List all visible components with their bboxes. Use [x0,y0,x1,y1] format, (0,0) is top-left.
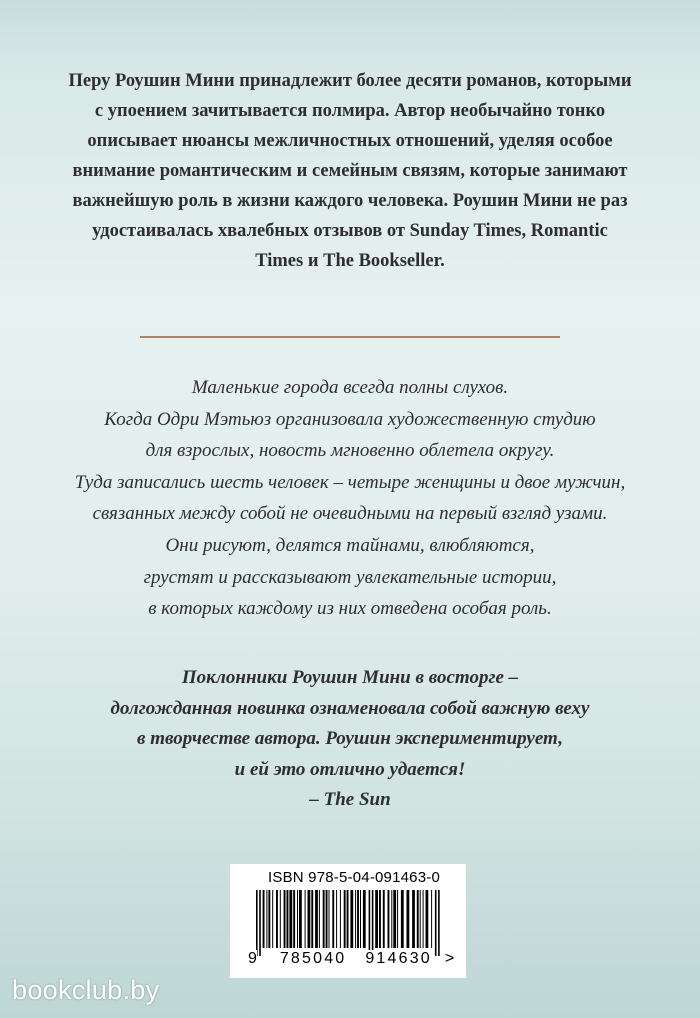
barcode-bar [329,890,330,948]
barcode-bar [363,890,366,948]
teaser-line: для взрослых, новость мгновенно облетела округу. [145,440,555,462]
review-line: в творчестве автора. Роушин экспериментирует, [137,728,563,749]
barcode-quiet-zone-mark: > [444,950,455,967]
review-line: и ей это отлично удается! [234,758,466,780]
barcode-digits [248,950,454,968]
barcode-bar [369,890,371,956]
press-review [40,663,660,816]
barcode-bar [289,890,292,948]
author-bio-line: с упоением зачитывается полмира. Автор необычайно тонко [94,101,606,121]
isbn-number: ISBN 978-5-04-091463-0 [268,869,441,886]
barcode-first-digit: 9 [248,950,257,967]
teaser-line: грустят и рассказывают увлекательные истории, [143,566,557,588]
barcode-bar [308,890,311,948]
barcode-bar [256,890,258,956]
review-line: долгожданная новинка ознаменовала собой важную веху [110,697,590,719]
barcode-bar [299,890,302,948]
barcode-bar [311,890,313,948]
barcode-bar [259,890,261,956]
barcode-bar [323,890,325,948]
barcode-bar [423,890,424,948]
section-divider [140,336,560,338]
barcode-left-group: 785040 [279,950,347,967]
author-bio-line: удостаивалась хвалебных отзывов от Sunday Times, Romantic [92,221,608,241]
barcode-bar [297,890,298,948]
barcode-bar [426,890,429,948]
author-bio-line: Times и The Bookseller. [255,251,445,271]
teaser-line: Когда Одри Мэтьюз организовала художественную студию [104,408,596,430]
barcode-bar [326,890,328,948]
barcode-bar [287,890,289,948]
barcode-bar [266,890,267,948]
barcode-bar [412,890,415,948]
barcode-bar [340,890,341,948]
author-bio [60,66,640,276]
barcode-bar [336,890,337,948]
teaser-line: в которых каждому из них отведена особая роль. [148,598,552,620]
author-bio-line: внимание романтическим и семейным связям, которые занимают [72,161,628,181]
barcode-bar [315,890,318,948]
teaser-line: связанных между собой не очевидными на первый взгляд узами. [92,503,608,525]
author-bio-line: важнейшую роль в жизни каждого человека. Роушин Мини не раз [72,191,628,211]
barcode-bar [393,890,396,948]
barcode-bar [435,890,437,956]
barcode-bar [375,890,378,948]
barcode-bar [272,890,273,948]
isbn-barcode [230,864,466,978]
barcode-right-group: 914630 [365,950,432,967]
barcode-bar [344,890,346,948]
barcode-bar [305,890,306,948]
barcode-bar [276,890,278,948]
barcode-bar [284,890,286,948]
barcode-bars [242,890,454,956]
barcode-bar [401,890,404,948]
barcode-bar [431,890,432,948]
barcode-bar [383,890,385,948]
barcode-bar [407,890,410,948]
teaser-line: Они рисуют, делятся тайнами, влюбляются, [165,534,535,556]
barcode-bar [293,890,295,948]
barcode-bar [388,890,390,948]
barcode-bar [420,890,421,948]
barcode-bar [372,890,374,956]
book-teaser [40,372,660,625]
barcode-bar [438,890,440,956]
barcode-bar [268,890,270,948]
author-bio-line: Перу Роушин Мини принадлежит более десяти романов, которыми [68,71,632,91]
barcode-bar [350,890,353,948]
barcode-bar [263,890,265,948]
barcode-bar [379,890,381,948]
site-watermark: bookclub.by [12,975,160,1005]
barcode-bar [280,890,281,948]
barcode-bar [347,890,349,948]
author-bio-line: описывает нюансы межличностных отношений, уделяя особое [87,131,613,151]
barcode-bar [417,890,419,948]
barcode-bar [332,890,334,948]
review-line: Поклонники Роушин Мини в восторге – [181,667,519,688]
teaser-line: Маленькие города всегда полны слухов. [191,377,509,398]
barcode-bar [397,890,398,948]
barcode-bar [357,890,359,948]
barcode-bar [319,890,320,948]
teaser-line: Туда записались шесть человек – четыре женщины и двое мужчин, [74,471,626,493]
review-source: – The Sun [309,789,391,810]
barcode-bar [355,890,356,948]
barcode-bar [360,890,361,948]
barcode-bar [391,890,392,948]
